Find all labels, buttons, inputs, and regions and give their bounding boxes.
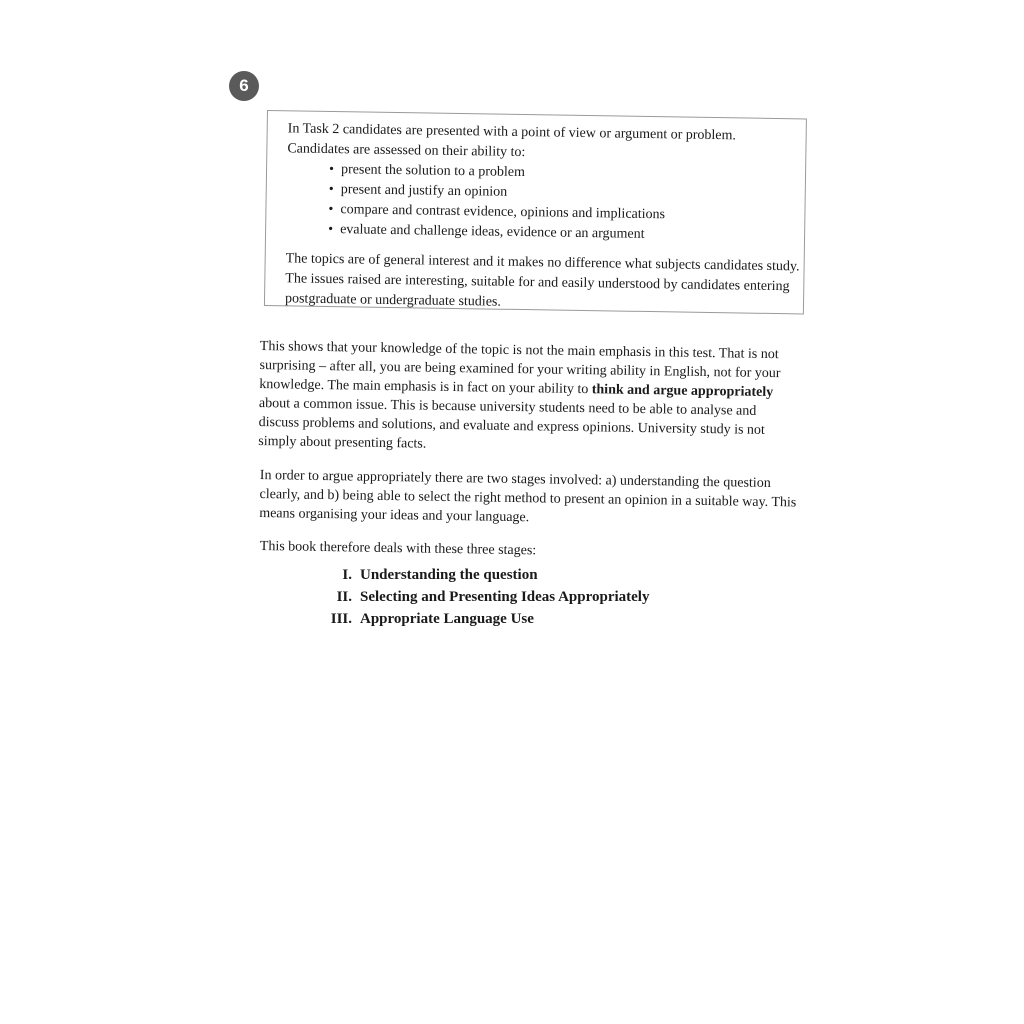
page-number-badge: [229, 71, 259, 101]
list-item: • present and justify an opinion: [329, 180, 801, 207]
paragraph-text: In order to argue appropriately there are two stages involved: a) understanding the question clearly, and b) being able to select the right method to present an opinion in a suitable way. This means organising your ideas and your language.: [259, 467, 797, 526]
list-item: • evaluate and challenge ideas, evidence or an argument: [328, 220, 800, 247]
stage-label: Selecting and Presenting Ideas Appropriately: [360, 589, 650, 605]
paragraph-emphasis: [258, 337, 800, 459]
stage-number: III.: [330, 611, 352, 627]
stages-list: [318, 564, 698, 630]
box-topics: The topics are of general interest and it makes no difference what subjects candidates study. The issues raised are interesting, suitable for and easily understood by candidates entering postgraduate or undergraduate studies.: [284, 251, 800, 310]
bold-phrase: think and argue appropriately: [591, 382, 774, 401]
list-item: • present the solution to a problem: [329, 160, 801, 187]
stage-label: Appropriate Language Use: [360, 611, 534, 627]
paragraph-book-stages: [260, 537, 800, 564]
stage-number: II.: [336, 589, 352, 605]
stage-number: I.: [342, 567, 352, 583]
paragraph-text: This book therefore deals with these three stages:: [259, 538, 537, 559]
task-info-box: [264, 110, 807, 314]
paragraph-text: This shows that your knowledge of the topic is not the main emphasis in this test. That is not surprising – after all, you are being examined for your writing ability in English, not for your knowledge. The main emphasis is in fact on your ability to: [259, 338, 781, 398]
stage-label: Understanding the question: [360, 567, 538, 583]
paragraph-stages-intro: [259, 466, 800, 531]
paragraph-text: about a common issue. This is because university students need to be able to analyse and discuss problems and solutions, and evaluate and express opinions. University study is not simply about presenting facts.: [258, 395, 765, 452]
stage-item: [318, 586, 698, 608]
list-item: • compare and contrast evidence, opinions and implications: [328, 200, 800, 227]
box-intro: In Task 2 candidates are presented with a point of view or argument or problem. Candidates are assessed on their ability to:: [287, 121, 737, 161]
page-number: 6: [239, 76, 249, 95]
ability-list: [286, 159, 801, 247]
stage-item: [318, 564, 698, 586]
stage-item: [318, 608, 698, 630]
